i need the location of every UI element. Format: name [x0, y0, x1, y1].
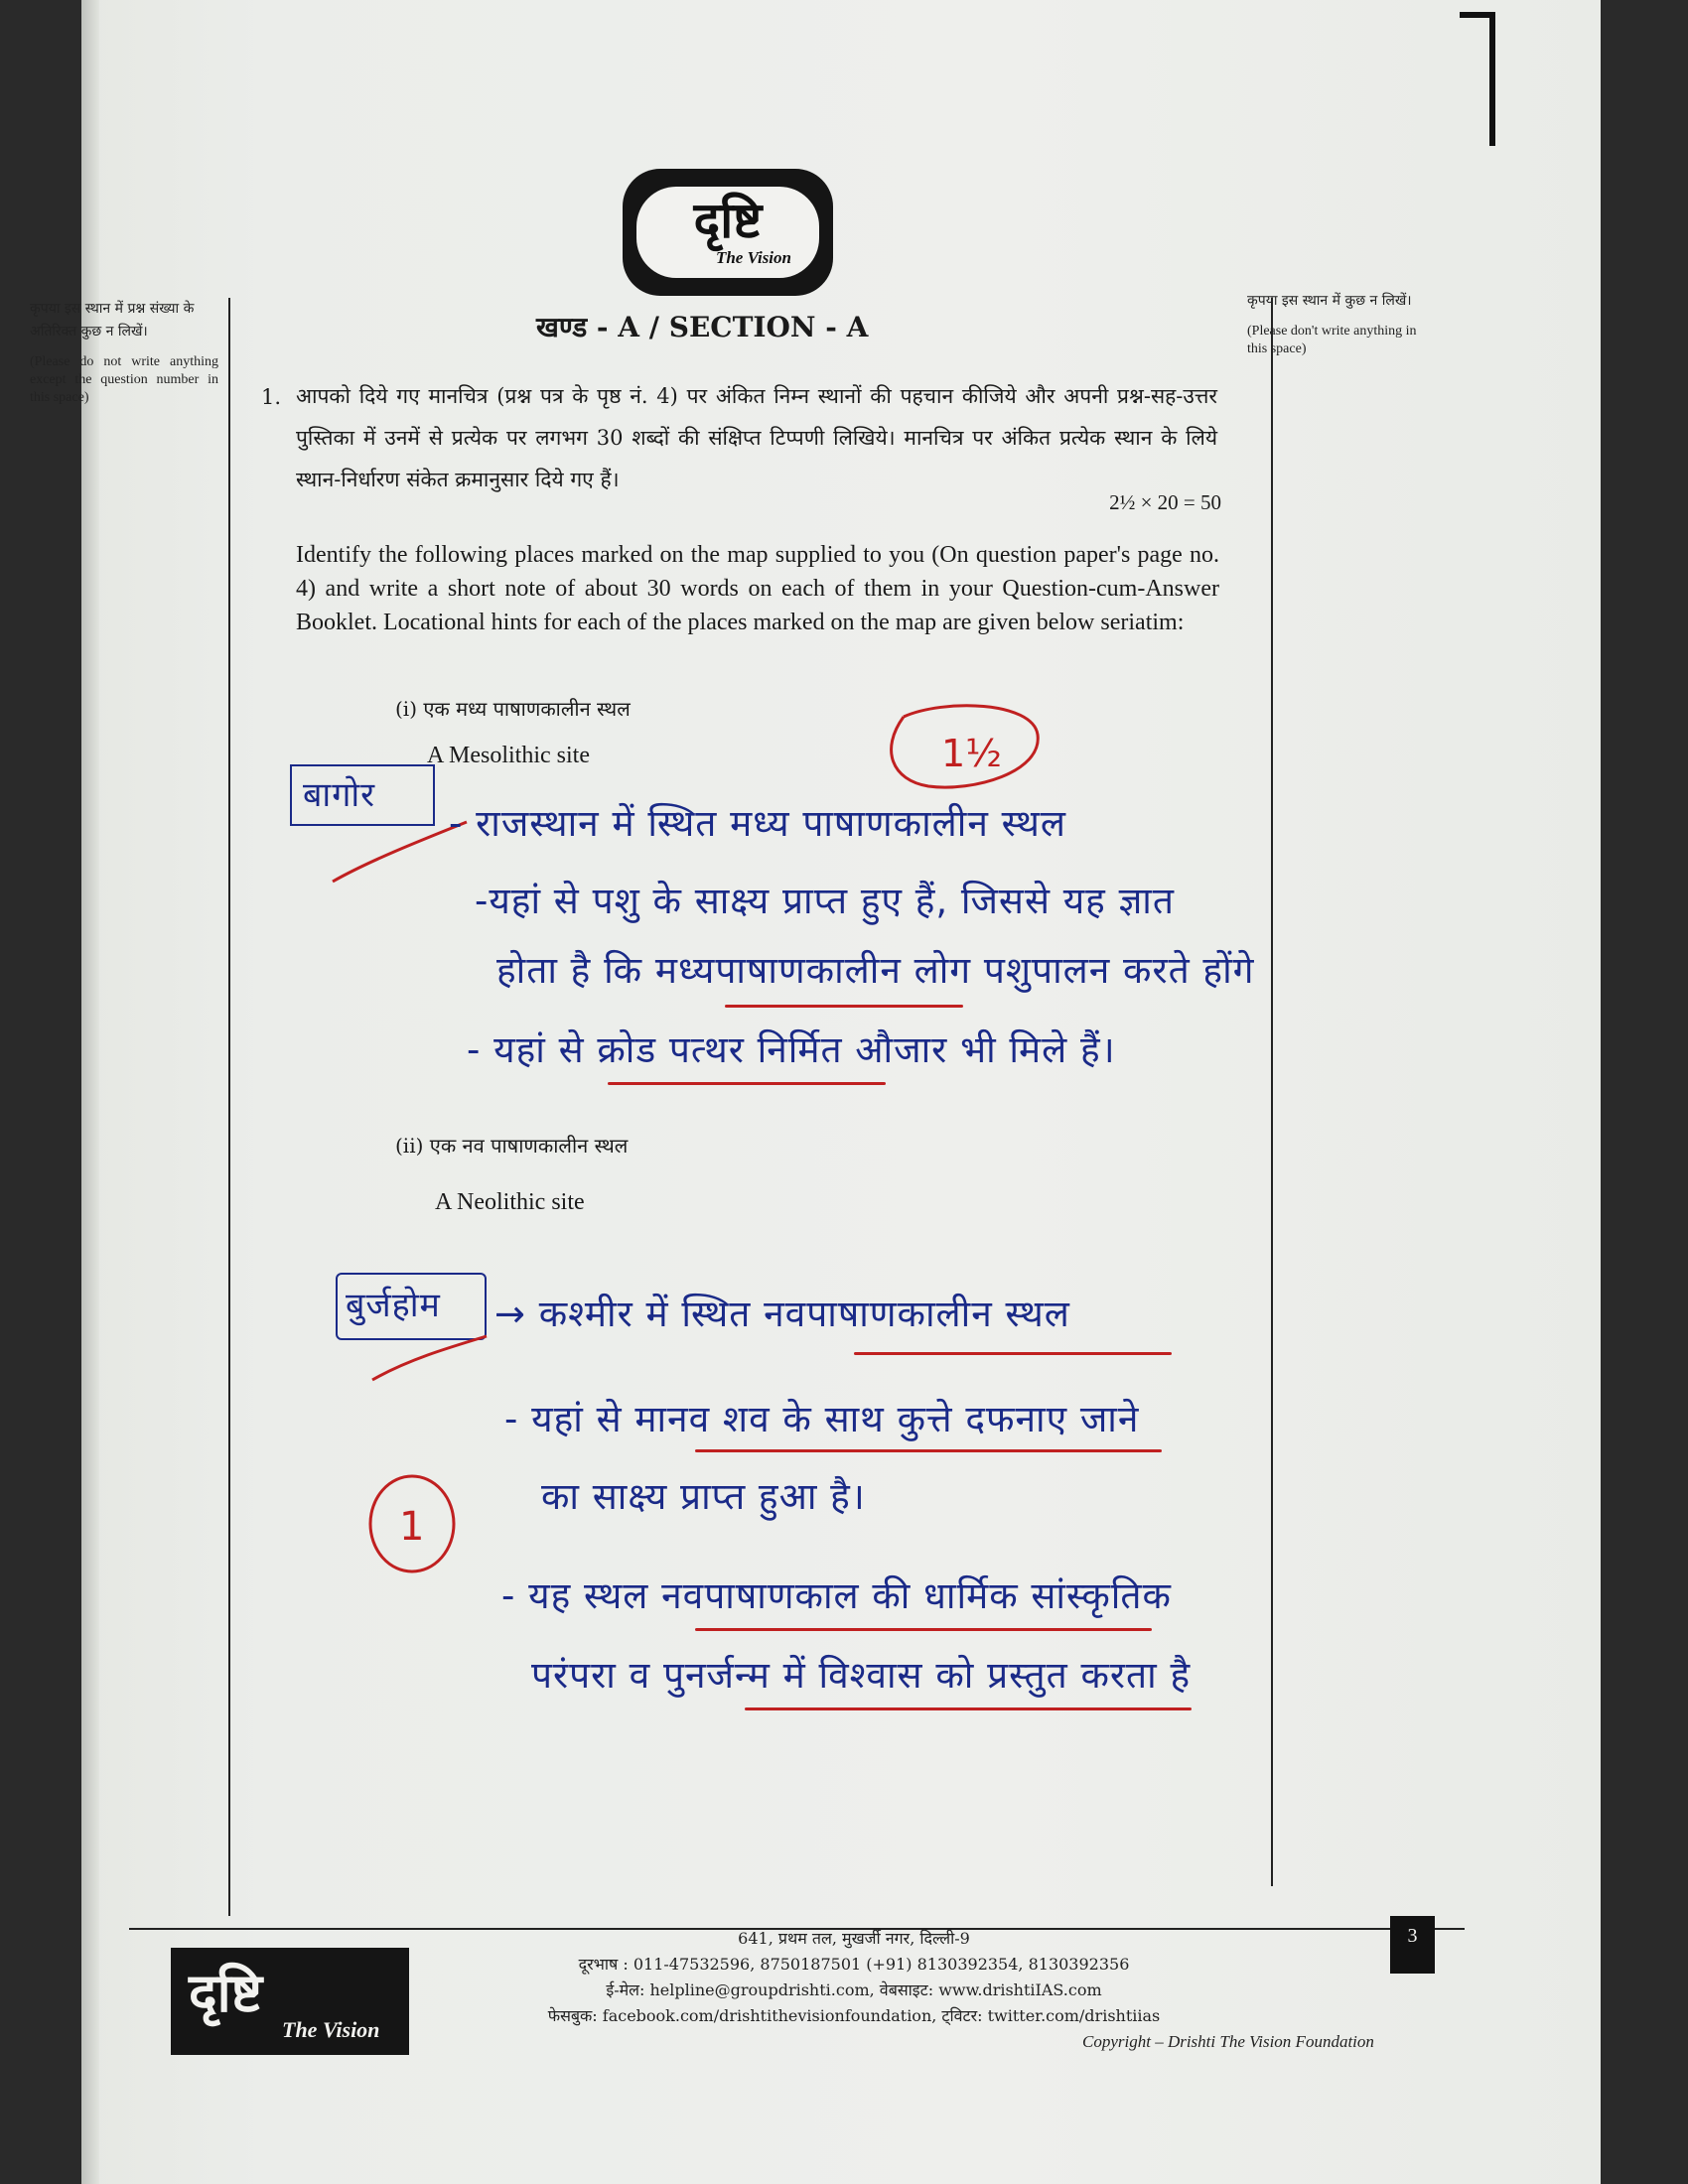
red-underline — [608, 1082, 886, 1085]
footer-address: 641, प्रथम तल, मुखर्जी नगर, दिल्ली-9 — [738, 1929, 970, 1948]
footer-phone: दूरभाष : 011-47532596, 8750187501 (+91) 8130392354, 8130392356 — [578, 1955, 1130, 1974]
answer-ii-line-5: परंपरा व पुनर्जन्म में विश्वास को प्रस्तुत करता है — [531, 1654, 1192, 1697]
answer-i-line-2: -यहां से पशु के साक्ष्य प्राप्त हुए हैं, जिससे यह ज्ञात — [475, 880, 1175, 922]
logo-word: दृष्टि — [693, 192, 763, 249]
subquestion-i-hindi: (i) एक मध्य पाषाणकालीन स्थल — [395, 697, 631, 721]
answer-ii-line-3: का साक्ष्य प्राप्त हुआ है। — [541, 1475, 866, 1518]
score-i: 1½ — [941, 732, 1003, 775]
question-text-english: Identify the following places marked on the map supplied to you (On question paper's page no. 4) and write a short note of about 30 words on each of them in your Question-cum-Answer Booklet. Locational hints for each of the places marked on the map are given below seriatim: — [296, 542, 1219, 635]
footer-logo-word: दृष्टि — [189, 1962, 263, 2024]
answer-label-i: बागोर — [303, 775, 376, 815]
footer-email-web: ई-मेल: helpline@groupdrishti.com, वेबसाइट: www.drishtiIAS.com — [606, 1980, 1102, 1999]
left-margin-note — [30, 298, 218, 407]
red-underline — [854, 1352, 1172, 1355]
subquestion-i-english: A Mesolithic site — [427, 743, 590, 768]
corner-mark — [1460, 12, 1495, 18]
right-margin-rule — [1271, 298, 1273, 1886]
question-text-hindi: आपको दिये गए मानचित्र (प्रश्न पत्र के पृष्ठ नं. 4) पर अंकित निम्न स्थानों की पहचान कीजिये और अपनी प्रश्न-सह-उत्तर पुस्तिका में उनमें से प्रत्येक पर लगभग 30 शब्दों की संक्षिप्त टिप्पणी लिखिये। मानचित्र पर अंकित प्रत्येक स्थान के लिये स्थान-निर्धारण संकेत क्रमानुसार दिये गए हैं। — [296, 384, 1217, 491]
section-heading: खण्ड - A / SECTION - A — [536, 311, 869, 343]
footer-contact — [516, 1926, 1192, 2029]
question-number: 1. — [261, 385, 282, 409]
right-margin-note — [1247, 290, 1431, 358]
answer-i-line-3: होता है कि मध्यपाषाणकालीन लोग पशुपालन करते होंगे — [496, 949, 1255, 992]
red-underline — [695, 1449, 1162, 1452]
red-underline — [745, 1707, 1192, 1710]
left-margin-rule — [228, 298, 230, 1916]
left-margin-note-english: (Please do not write anything except the question number in this space) — [30, 354, 218, 405]
page-number: 3 — [1390, 1916, 1435, 1974]
logo-tagline: The Vision — [715, 248, 791, 267]
answer-ii-line-2: - यहां से मानव शव के साथ कुत्ते दफनाए जाने — [504, 1398, 1140, 1440]
score-ii: 1 — [399, 1504, 425, 1550]
right-margin-note-hindi: कृपया इस स्थान में कुछ न लिखें। — [1247, 293, 1412, 309]
right-margin-note-english: (Please don't write anything in this space) — [1247, 324, 1417, 356]
answer-i-line-1: - राजस्थान में स्थित मध्य पाषाणकालीन स्थल — [449, 802, 1066, 845]
question-marks: 2½ × 20 = 50 — [1109, 490, 1221, 514]
footer-logo-tagline: The Vision — [282, 2017, 380, 2042]
subquestion-ii-english: A Neolithic site — [435, 1189, 585, 1215]
score-circle-ii — [357, 1464, 477, 1583]
score-circle-i — [874, 695, 1053, 804]
answer-ii-line-1: → कश्मीर में स्थित नवपाषाणकालीन स्थल — [494, 1293, 1070, 1335]
subquestion-ii-hindi: (ii) एक नव पाषाणकालीन स्थल — [395, 1134, 629, 1158]
answer-label-ii: बुर्जहोम — [346, 1286, 441, 1325]
copyright-text: Copyright – Drishti The Vision Foundation — [1082, 2032, 1374, 2051]
drishti-logo — [623, 169, 833, 296]
answer-ii-line-4: - यह स्थल नवपाषाणकाल की धार्मिक सांस्कृतिक — [501, 1574, 1172, 1617]
answer-i-line-4: - यहां से क्रोड पत्थर निर्मित औजार भी मिले हैं। — [467, 1028, 1116, 1071]
footer-logo — [171, 1948, 409, 2055]
red-tick-ii — [367, 1330, 496, 1390]
footer-social: फेसबुक: facebook.com/drishtithevisionfoundation, ट्विटर: twitter.com/drishtiias — [547, 2006, 1161, 2025]
left-margin-note-hindi: कृपया इस स्थान में प्रश्न संख्या के अतिरिक्त कुछ न लिखें। — [30, 301, 195, 340]
red-underline — [695, 1628, 1152, 1631]
red-underline — [725, 1005, 963, 1008]
corner-mark — [1489, 12, 1495, 146]
